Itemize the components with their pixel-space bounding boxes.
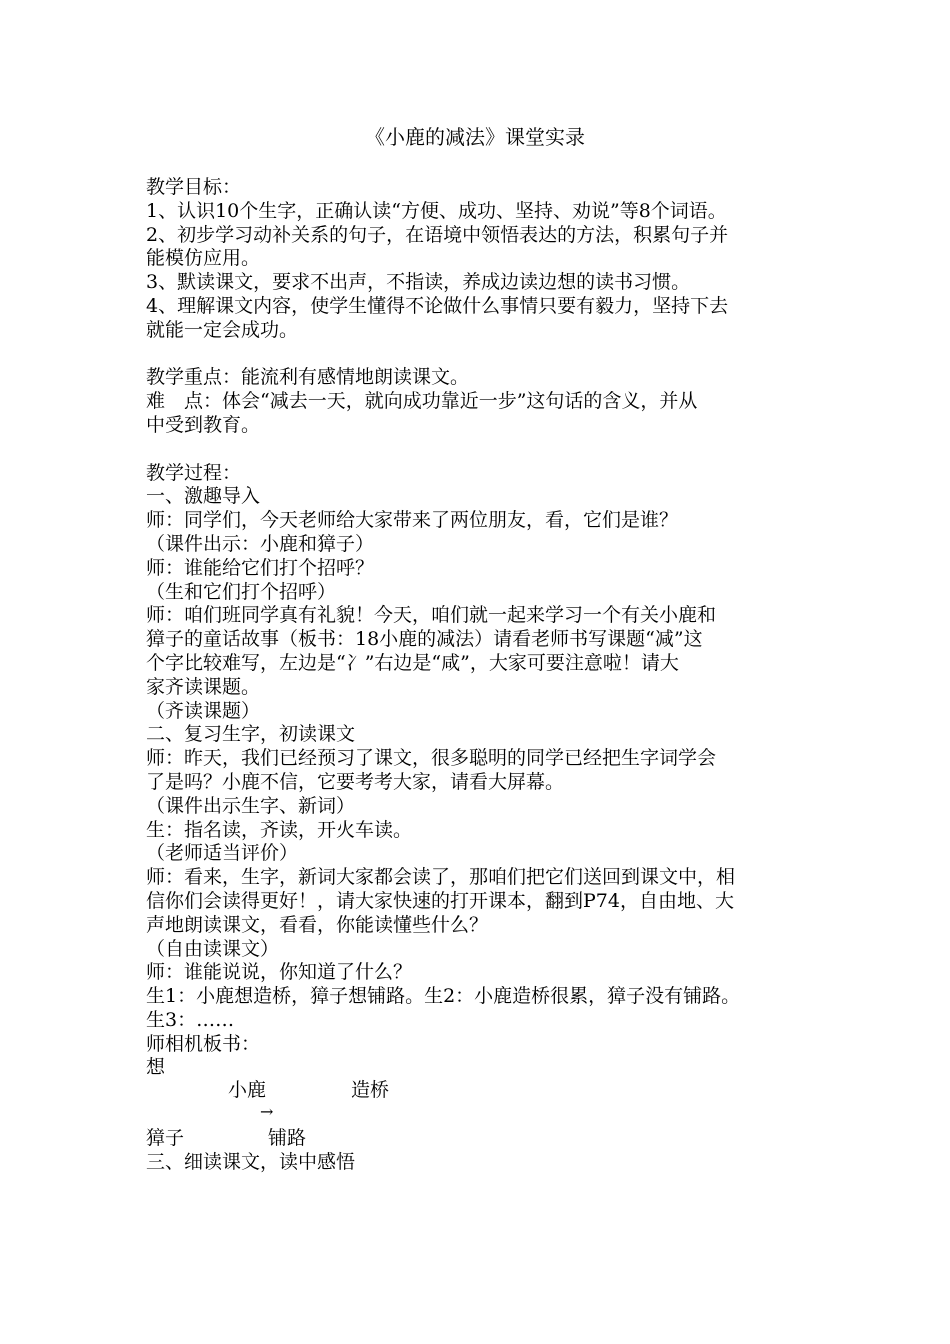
board-deer: 小鹿 (228, 1079, 267, 1102)
process-line: （老师适当评价） (146, 842, 299, 865)
arrow-icon: → (260, 1102, 274, 1122)
process-line: 生1：小鹿想造桥，獐子想铺路。生2：小鹿造桥很累，獐子没有铺路。 (146, 985, 741, 1008)
process-line: （课件出示：小鹿和獐子） (146, 532, 375, 555)
section-three-heading: 三、细读课文，读中感悟 (146, 1151, 356, 1174)
process-line: 师：谁能说说，你知道了什么？ (146, 961, 413, 984)
process-line: 生：指名读，齐读，开火车读。 (146, 818, 413, 841)
process-line: 家齐读课题。 (146, 675, 261, 698)
process-line: 师：咱们班同学真有礼貌！今天，咱们就一起来学习一个有关小鹿和 (146, 604, 717, 627)
process-line: 一、激趣导入 (146, 485, 261, 508)
blackboard-diagram (146, 1056, 546, 1151)
process-line: 声地朗读课文，看看，你能读懂些什么？ (146, 913, 489, 936)
process-line: 生3：…… (146, 1008, 235, 1031)
board-bridge: 造桥 (351, 1079, 390, 1102)
objective-line: 1、认识10个生字，正确认读“方便、成功、坚持、劝说”等8个词语。 (146, 199, 727, 222)
document-title: 《小鹿的减法》课堂实录 (365, 125, 585, 149)
process-line: 了是吗？小鹿不信，它要考考大家，请看大屏幕。 (146, 770, 565, 793)
objective-line: 4、理解课文内容，使学生懂得不论做什么事情只要有毅力，坚持下去 (146, 294, 729, 317)
process-line: 二、复习生字，初读课文 (146, 723, 356, 746)
process-line: 个字比较难写，左边是“冫”右边是“咸”，大家可要注意啦！请大 (146, 651, 679, 674)
spacer (146, 343, 816, 367)
process-line: 师：同学们，今天老师给大家带来了两位朋友，看，它们是谁？ (146, 509, 679, 532)
document-body (146, 176, 816, 1175)
difficulty-line: 中受到教育。 (146, 413, 261, 436)
process-line: （生和它们打个招呼） (146, 580, 337, 603)
process-line: 师相机板书： (146, 1032, 261, 1055)
process-line: 信你们会读得更好！，请大家快速的打开课本，翻到P74，自由地、大 (146, 889, 734, 912)
spacer (146, 438, 816, 462)
board-road: 铺路 (268, 1127, 307, 1150)
process-line: （齐读课题） (146, 699, 261, 722)
process-line: 师：看来，生字，新词大家都会读了，那咱们把它们送回到课文中，相 (146, 866, 736, 889)
process-line: 獐子的童话故事（板书：18小鹿的减法）请看老师书写课题“减”这 (146, 628, 703, 651)
objective-line: 3、默读课文，要求不出声，不指读，养成边读边想的读书习惯。 (146, 271, 691, 294)
process-line: （自由读课文） (146, 937, 280, 960)
objectives-heading: 教学目标： (146, 176, 242, 198)
objective-line: 就能一定会成功。 (146, 318, 299, 341)
key-point: 教学重点：能流利有感情地朗读课文。 (146, 366, 470, 389)
process-heading: 教学过程： (146, 461, 242, 484)
objective-line: 2、初步学习动补关系的句子，在语境中领悟表达的方法，积累句子并 (146, 223, 729, 246)
board-roe: 獐子 (146, 1127, 185, 1150)
process-line: 师：昨天，我们已经预习了课文，很多聪明的同学已经把生字词学会 (146, 747, 717, 770)
objective-line: 能模仿应用。 (146, 247, 261, 270)
process-line: （课件出示生字、新词） (146, 794, 356, 817)
board-want: 想 (146, 1056, 166, 1079)
process-line: 师：谁能给它们打个招呼？ (146, 556, 375, 579)
difficulty-line: 难 点：体会“减去一天，就向成功靠近一步”这句话的含义，并从 (146, 390, 698, 413)
